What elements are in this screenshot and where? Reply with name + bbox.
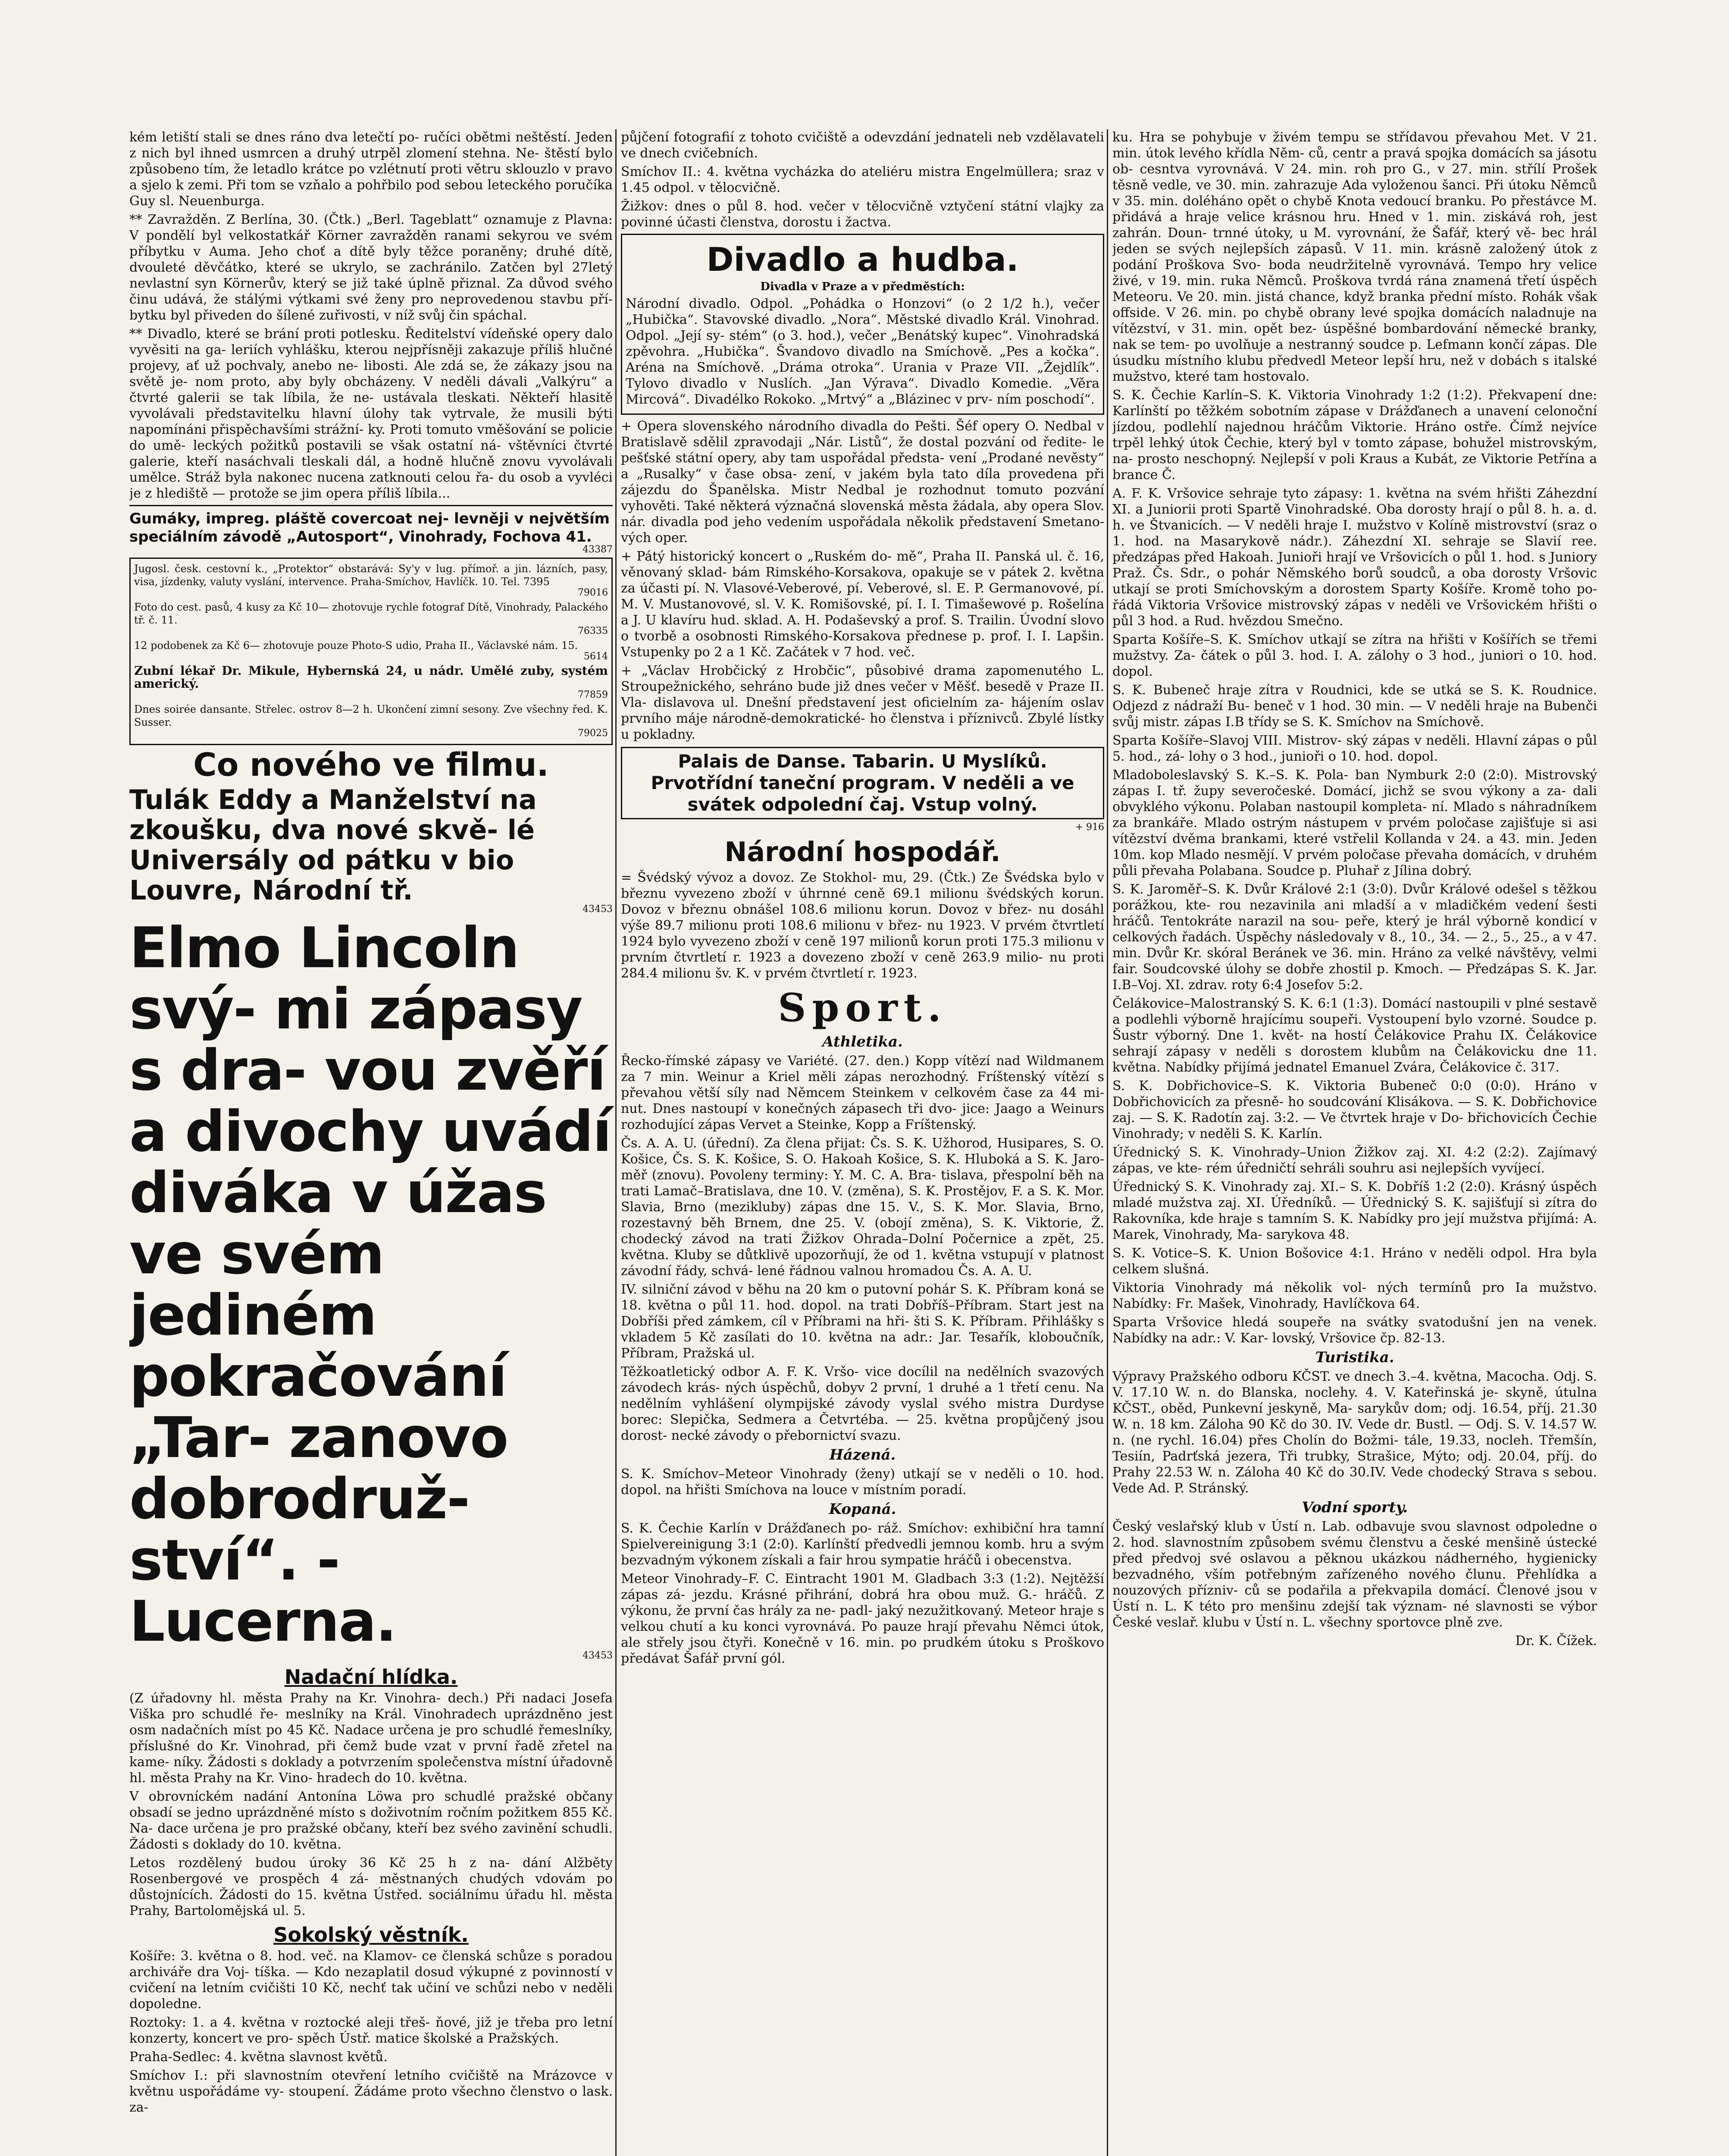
article-meteor-continued: ku. Hra se pohybuje v živém tempu se střídavou převahou Met. V 21. min. útok levého křídla Něm- ců, centr a pravá spojka domácích sa jásotu ob- cesntva vyrovnává. V 24. min. roh pro G., v 27. min. střílí Prošek těsně vedle, ve 30. min. zahrazuje Ada vyloženou šanci. Při útoku Němců v 35. min. doléháno opět o chybě Knota vedoucí branku. Po přestávce M. přidává a hraje velice krásnou hru. Hned v 1. min. ziskává roh, jest zahrán. Doun- trnné útoky, u M. vyrovnání, že Šafář, který vě- bec hrál jeden se svých nejlepších zápasů. V 11. min. krásně založený útok z podání Proškova Svo- boda neudržitelně vyrovnává. Tempo hry velice živé, v 19. min. ruka Němců. Proškova tvrdá rána znamená třetí úspěch Meteoru. Ve 20. min. jistá chance, když branka přední místo. Rohák však offside. V 26. min. po chybě obrany levé spojka domácích naladnuje na vítězství, v 31. min. opět bez- úspěšné bombardování německé branky, nak se tem- po uvolňuje a nestranný soudce p. Lefmann končí zápas. Dle úsudku místního klubu předvedl Meteor lepší hru, než v dobách s italské mužstvo, které tam hostovalo.: [1112, 130, 1597, 384]
article-meteor-gladbach: Meteor Vinohrady–F. C. Eintracht 1901 M. Gladbach 3:3 (1:2). Nejtěžší zápas zá- jezdu. Krásné přihrání, dobrá hra obou muž. G.- hráčů. Z výkonu, že první čas hrály za ne- padl- jaký nezužitkovaný. Meteor hraje s velkou chutí a ku konci vyrovnává. Po pauze hrají převahu Němci útok, ale střely jsou čtyři. Konečně v 16. min. po prudkém útoku s Proškovo předávat Šafář první gól.: [621, 1571, 1104, 1666]
ad-soiree: Dnes soirée dansante. Střelec. ostrov 8—2 h. Ukončení zimní sesony. Zve všechny řed. K. Susser.: [134, 703, 608, 728]
article-sparta-slavoj: Sparta Košíře–Slavoj VIII. Mistrov- ský zápas v neděli. Hlavní zápas o půl 5. hod., zá- lohy o 3 hod., junioři o 10. hod. dopol.: [1112, 733, 1597, 764]
article-hazena: S. K. Smíchov–Meteor Vinohrady (ženy) utkají se v neděli o 10. hod. dopol. na hřišti Smíchova na louce v místním poradí.: [621, 1467, 1104, 1498]
subsection-athletika: Athletika.: [822, 1033, 903, 1050]
article-vienna-opera: ** Divadlo, které se brání proti potlesku. Ředitelství vídeňské opery dalo vyvěsiti na ga- leriích vyhlášku, kterou nejpřísněji zakazuje příliš hlučné projevy, ať už pochvaly, anebo ne- libosti. Ale zdá se, že zákazy jsou na světě je- nom proto, aby byly obcházeny. V neděli dávali „Valkýru“ a čtvrté galerii se tak líbila, že ne- ustávala tleskati. Někteří hlasitě vyvolávali představitelku hlavní úlohy tak vytrvale, že musili býti napomínáni přispěchavšími strážní- ky. Proti tomuto vměšování se policie do umě- leckých požitků postavili se však ostatní ná- vštěvníci čtvrté galerie, kteří nasáchvali tleskali dál, a hodně hlučně znovu vyvolávali umělce. Stráž byla nakonec nucena zatknouti celou řa- du osob a vyvléci je z hlediště — protože se jim opera příliš líbila...: [129, 326, 613, 501]
sokol-continued: půjčení fotografií z tohoto cvičiště a odevzdání jednateli neb vzdělavateli ve dnech cvičebních.: [621, 130, 1104, 161]
ad-ref: 79016: [578, 587, 608, 598]
sokol-zizkov: Žižkov: dnes o půl 8. hod. večer v tělocvičně vztyčení státní vlajky za povinné účasti členstva, dorostu i žactva.: [621, 199, 1104, 230]
article-murder-berlin: ** Zavražděn. Z Berlína, 30. (Čtk.) „Berl. Tageblatt“ oznamuje z Plavna: V pondělí byl velkostatkář Körner zavražděn ranami sekyrou ve svém příbytku v Auma. Jeho choť a dítě byly těžce poraněny; druhé dítě, dvouleté děvčátko, které se ukrylo, se zachránilo. Zatčen byl 27letý nevlastní syn Körnerův, který se již také úplně přiznal. Za důvod svého činu udává, že stálými výtkami své ženy pro neprovedenou stavbu pří- bytku byl přiveden do šílené zuřivosti, v níž svůj čin spáchal.: [129, 212, 613, 323]
article-hrobcicky: + „Václav Hrobčický z Hrobčic“, působivé drama zapomenutého L. Stroupežnického, sehráno bude již dnes večer v Měšť. besedě v Praze II. Vla- dislavova ul. Dnešní představení jest oficielním za- hájením oslav prvního máje národně-demokratické- ho členstva i příznivců. Zbylé lístky u pokladny.: [621, 663, 1104, 742]
subsection-vodni-sporty: Vodní sporty.: [1301, 1499, 1408, 1516]
article-votice: S. K. Votice–S. K. Union Bošovice 4:1. Hráno v neděli odpol. Hra byla celkem slušná.: [1112, 1246, 1597, 1277]
ad-ref: 43453: [583, 1650, 613, 1661]
ad-ref: 79025: [578, 728, 608, 739]
article-bubenec: S. K. Bubeneč hraje zítra v Roudnici, kde se utká se S. K. Roudnice. Odjezd z nádraží Bu- beneč v 1 hod. 30 min. — V neděli hraje na Bubenči svůj mistr. zápas I.B třídy se S. K. Smíchov na Smíchově.: [1112, 683, 1597, 730]
article-nadace-2: V obrovníckém nadání Antonína Löwa pro schudlé pražské občany obsadí se jedno uprázdněné místo s doživotním ročním požitkem 855 Kč. Na- dace určena je pro pražské občany, kteří bez svého zavinění schudli. Žádosti s doklady do 10. května.: [129, 1789, 613, 1852]
subsection-turistika: Turistika.: [1315, 1349, 1394, 1366]
sokol-smichov-2: Smíchov II.: 4. května vycházka do ateliéru mistra Engelmüllera; sraz v 1.45 odpol. v tělocvičně.: [621, 164, 1104, 195]
article-nadace-1: (Z úřadovny hl. města Prahy na Kr. Vinohra- dech.) Při nadaci Josefa Viška pro schudlé ře- meslníky na Král. Vinohradech uprázdněno jest osm nadačních míst po 45 Kč. Nadace určena je pro schudlé řemeslníky, příslušné do Kr. Vinohrad, při čemž bude vzat v první řadě zřetel na kame- níky. Žádosti s doklady a potvrzením společenstva místní úřadovně hl. města Prahy na Kr. Vino- hradech do 10. května.: [129, 1691, 613, 1786]
signature: Dr. K. Čížek.: [1515, 1633, 1597, 1648]
article-viktoria-vinohrady: Viktoria Vinohrady má několik vol- ných termínů pro Ia mužstvo. Nabídky: Fr. Mašek, Vinohrady, Havlíčkova 64.: [1112, 1280, 1597, 1311]
article-wrestling: Řecko-římské zápasy ve Variété. (27. den.) Kopp vítězí nad Wildmanem za 7 min. Weinur a Kriel měli zápas nerozhodný. Fríštenský vítězí s převahou větší síly nad Němcem Steinkem v celkovém čase za 44 mi- nut. Dnes nastoupí v konečných zápasech tři dvo- jice: Jaago a Weinurs rozhodující zápas Vervet a Steinke, Kopp a Fríštenský.: [621, 1053, 1104, 1132]
article-turistika: Výpravy Pražského odboru KČST. ve dnech 3.–4. května, Macocha. Odj. S. V. 17.10 W. n. do Blanska, noclehy. 4. V. Kateřinská je- skyně, útulna KČST., oběd, Punkevní jeskyně, Ma- sarykův dom; odj. 16.54, příj. 21.30 W. n. 18 km. Záloha 90 Kč do 30. IV. Vede dr. Bustl. — Odj. S. V. 14.57 W. n. (ne rychl. 16.04) přes Cholín do Božmi- tále, 19.33, nocleh. Třemšín, Tesiín, Padrťská jezera, Tři trubky, Strašice, Mýto; odj. 20.04, příj. do Prahy 22.53 W. n. Záloha 40 Kč do 30.IV. Vede chodecký Strava s sebou. Vede Ad. P. Stránský.: [1112, 1369, 1597, 1496]
ad-photo-studio: 12 podobenek za Kč 6— zhotovuje pouze Photo-S udio, Praha II., Václavské nám. 15.: [134, 639, 578, 652]
article-jaromer: S. K. Jaroměř–S. K. Dvůr Králové 2:1 (3:0). Dvůr Králové odešel s těžkou porážkou, kte- rou nezavinila ani mladší a v mladičkém vedení šesti hráčů. Tentokráte narazil na sou- peře, který je hrál výborně kondicí v celkových řadách. Úspěchy následovaly v 8., 10., 34. — 2., 5., 25., a v 47. min. Dvůr Kr. skóral Beránek ve 36. min. Hráno za velké návštěvy, velmi fair. Soudcovské úlohy se dobře zhostil p. Kmoch. — Předzápas S. K. Jar. I.B–Voj. XI. zdrav. roty 6:4 Josefov 5:2.: [1112, 882, 1597, 993]
article-mladoboleslav: Mladoboleslavský S. K.–S. K. Pola- ban Nymburk 2:0 (2:0). Mistrovský zápas I. tř. župy severočeské. Domácí, jichž se svou výkony a za- dali obvyklého výkonu. Polaban nastoupil kompleta- ní. Mlado s náhradníkem za brankáře. Mlado ostrým nástupem v prvém poločase zajišťuje si asi vítězství dvěma brankami, které vstřelil Kollanda v 24. a 43. min. Jeden 10m. kop Mlado nesmějí. V prvém poločase převaha domácích, v druhém půli převaha Polabana. Soudce p. Pluhař z Jílina dobrý.: [1112, 768, 1597, 878]
ad-protektor: Jugosl. česk. cestovní k., „Protektor“ obstarává: Sy'y v lug. přímoř. a jin. lázních, pasy, visa, jízdenky, valuty vyslání, intervence. Praha-Smíchov, Havlíčk. 10. Tel. 7395: [134, 563, 608, 588]
newspaper-page: [129, 129, 1600, 2156]
ad-ref: 43387: [583, 544, 613, 555]
article-sparta-kosire-smichov: Sparta Košíře–S. K. Smíchov utkají se zítra na hřišti v Košířích se třemi mužstvy. Za- čátek o půl 3. hod. I. A. zálohy o 3 hod., juniori o 10. hod. dopol.: [1112, 632, 1597, 679]
section-divadlo-a-hudba: Divadlo a hudba.: [706, 240, 1019, 279]
subsection-kopana: Kopaná.: [829, 1501, 896, 1518]
article-airfield-accident: kém letiští stali se dnes ráno dva letečtí po- ručíci obětmi neštěstí. Jeden z nich byl ihned usmrcen a druhý utrpěl zlomení stehna. Ne- štěstí bylo způsobeno tím, že letadlo krátce po vzlétnutí proti větru sklouzlo v pravo a sjelo k zemi. Při tom se vzňalo a pohřbilo pod sebou leteckého poručíka Guy sl. Neuenburga.: [129, 130, 613, 209]
column-3: [1112, 129, 1600, 2156]
article-celakovice: Čelákovice–Malostranský S. K. 6:1 (1:3). Domácí nastoupili v plné sestavě a podlehli výborně hrajícímu soupeři. Vystoupení bylo vzorné. Soudce p. Šustr výborný. Dne 1. květ- na hostí Čelákovice Prahu IX. Čelákovice sehrají zápasy v neděli s dorostem klubům na Čelákovicku dne 11. května. Nabídky přijímá jednatel Emanuel Zvára, Čelákovice č. 317.: [1112, 996, 1597, 1075]
ad-dentist: Zubní lékař Dr. Mikule, Hybernská 24, u nádr. Umělé zuby, systém americký.: [134, 664, 608, 691]
article-cechie-viktoria: S. K. Čechie Karlín–S. K. Viktoria Vinohrady 1:2 (1:2). Překvapení dne: Karlínští po těžkém sobotním zápase v Drážďanech a unavení celonoční jízdou, podlehlí najednou hráčům Viktorie. Hráno ostře. Čímž nejvíce trpěl lehký útok Čechie, který byl v tomto zápase, bohužel mistrovským, na- prosto neschopný. Nejlepší v poli Kraus a Kubát, ze Viktorie Petřína a brance Č.: [1112, 388, 1597, 483]
section-sokolsky-vestnik: Sokolský věstník.: [273, 1923, 469, 1946]
column-2: [621, 129, 1108, 2156]
ad-passport-photo: Foto do cest. pasů, 4 kusy za Kč 10— zhotovuje rychle fotograf Dítě, Vinohrady, Palackého tř. č. 11.: [134, 601, 608, 626]
film-ad-lucerna: Elmo Lincoln svý- mi zápasy s dra- vou zvěří a divochy uvádí diváka v úžas ve svém jediném pokračování „Tar- zanovo dobrodruž- ství“. - Lucerna.: [129, 915, 611, 1654]
article-afk-vrsovice: A. F. K. Vršovice sehraje tyto zápasy: 1. května na svém hřišti Záhezdní XI. a Juniorii proti Spartě Vinohradské. Oba dorosty hrají o půl 8. h. a. d. h. ve Štvanicích. — V neděli hraje I. mužstvo v Kolíně mistrovství (sraz o 1. hod. na Masarykově nádr.). Záhezdní XI. sehraje se Slavií ree. předzápas před Hakoah. Junioři hrají ve Vršovicích o půl 1. hod. s Juniory Praž. Čs. Sdr., o pohár Němského borů soudců, a oba dorosty Vršovic utkají se proti Smíchovským a dorostem Sparty Košíře. Kromě toho po- řádá Viktoria Vršovice mistrovský zápas v neděli ve Vršovickém hřišti o půl 3 hod. a Rud. hvězdou Smečno.: [1112, 486, 1597, 629]
ad-autosport: Gumáky, impreg. pláště covercoat nej- levněji v největším speciálním závodě „Autosport“, Vinohrady, Fochova 41.: [129, 510, 610, 545]
ad-ref: 5614: [584, 651, 608, 662]
ad-palais-de-danse: Palais de Danse. Tabarin. U Myslíků. Prvotřídní taneční program. V neděli a ve svátek odpolední čaj. Vstup volný.: [621, 747, 1104, 819]
article-heavy-athletics: Těžkoatletický odbor A. F. K. Vršo- vice docílil na nedělních svazových závodech krás- ných úspěchů, dobyv 2 první, 1 druhé a 1 třetí cenu. Na nedělním vyhlášení olympijské závody vyslal svého mistra Durdyse borec: Slepička, Sedmera a Četvrtéba. — 25. května propůjčený jsou dorost- necké závody o přebornictví svazu.: [621, 1364, 1104, 1443]
article-swedish-trade: = Švédský vývoz a dovoz. Ze Stokhol- mu, 29. (Čtk.) Ze Švédska bylo v březnu vyvezeno zboží v úhrnné ceně 69.1 milionu švédských korun. Dovoz v březnu obnášel 108.6 milionu korun. Dovoz v břez- nu dosáhl výše 89.7 milionu proti 108.6 milionu v břez- nu 1923. V prvém čtvrtletí 1924 bylo vyvezeno zboží v ceně 197 milionů korun proti 175.3 milionu v prvním čtvrtletí r. 1923 a dovezeno zboží v ceně 263.9 milio- nu proti 284.4 milionu šv. K. v prvém čtvrtletí r. 1923.: [621, 870, 1104, 981]
subsection-hazena: Házená.: [829, 1446, 896, 1463]
sokol-sedlec: Praha-Sedlec: 4. května slavnost květů.: [129, 2049, 388, 2065]
ad-box-classifieds: [129, 558, 613, 745]
article-cechie-dresden: S. K. Čechie Karlín v Drážďanech po- ráž. Smíchov: exhibiční hra tamní Spielvereinigung 3:1 (2:0). Karlínští předvedli jemnou komb. hru a svým bezvadným výkonem získali a fair hrou sympatie hráčů i obecenstva.: [621, 1521, 1104, 1568]
ad-ref: 43453: [583, 904, 613, 915]
film-ad-louvre: Tulák Eddy a Manželství na zkoušku, dva nové skvě- lé Universály od pátku v bio Louvre, Národní tř.: [129, 784, 537, 906]
theatre-listing: Národní divadlo. Odpol. „Pohádka o Honzovi“ (o 2 1/2 h.), večer „Hubička“. Stavovské divadlo. „Nora“. Městské divadlo Král. Vinohrad. Odpol. „Její sy- stém“ (o 3. hod.), večer „Benátský kupec“. Vinohradská zpěvohra. „Hubička“. Švandovo divadlo na Smíchově. „Pes a kočka“. Aréna na Smíchově. „Dráma otroka“. Urania v Praze VII. „Žejdlík“. Tylovo divadlo v Nuslích. „Jan Výrava“. Divadlo Komedie. „Věra Mircová“. Divadélko Rokoko. „Mrtvý“ a „Blázinec v prv- ním poschodí“.: [626, 296, 1099, 407]
article-historical-concert: + Pátý historický koncert o „Ruském do- mě“, Praha II. Panská ul. č. 16, věnovaný sklad- bám Rimského-Korsakova, opakuje se v pátek 2. května za účasti pí. N. Vlasové-Veberové, pí. Veberové, sl. E. P. Germanovové, pí. M. V. Mustanovové, sl. V. K. Romišovské, pí. I. I. Timašewové p. Rošelína a J. U klavíru hud. sklad. A. H. Podaševský a prof. S. Trailin. Úvodní slovo o tvorbě a osobnosti Rimského-Korsakova přednese p. prof. I. I. Lapšin. Vstupenky po 2 a 1 Kč. Začátek v 7 hod. več.: [621, 549, 1104, 660]
article-nadace-3: Letos rozdělený budou úroky 36 Kč 25 h z na- dání Alžběty Rosenbergové ve prospěch 4 zá- městnaných chudých vdovám po důstojnících. Žádosti do 15. května Ústřed. sociálnímu úřadu hl. města Prahy, Bartolomějská ul. 5.: [129, 1855, 613, 1918]
section-sport: Sport.: [778, 985, 947, 1031]
ad-ref: 76335: [578, 626, 608, 636]
theatre-subtitle: Divadla v Praze a v předměstích:: [760, 280, 965, 293]
article-urednicky-union: Úřednický S. K. Vinohrady–Union Žižkov zaj. XI. 4:2 (2:2). Zajímavý zápas, ve kte- rém úředničtí sehráli souhru asi nejlepších vyvíjecí.: [1112, 1145, 1597, 1176]
ad-ref: + 916: [1075, 822, 1104, 833]
ad-ref: 77859: [578, 689, 608, 700]
article-vodni-sporty: Český veslařský klub v Ústí n. Lab. odbavuje svou slavnost odpoledne o 2. hod. slavnostním způsobem svému členstvu a české menšině ústecké před předvoj své oslavou a pěknou ukázkou nádherného, hygienicky bezvadného, vším potřebným zařízeného nového člunu. Přehlídka a nouzových přízniv- ců se podařila a překvapila domácí. Členové jsou v Ústí n. L. K této pro menšinu zdejší tak význam- né slavnosti se výbor České veslař. klubu v Ústí n. L. všechny sportovce plně zve.: [1112, 1519, 1597, 1630]
article-dobrichovice: S. K. Dobřichovice–S. K. Viktoria Bubeneč 0:0 (0:0). Hráno v Dobřichovicích za přesně- ho soudcování Klisákova. — S. K. Dobřichovice zaj. — S. K. Radotín zaj. 3:2. — Ve čtvrtek hraje v Do- břichovicích Čechie Vinohrady; v neděli S. K. Karlín.: [1112, 1078, 1597, 1141]
theatre-box: [621, 234, 1104, 415]
divider: [129, 505, 613, 506]
article-sparta-vrsovice: Sparta Vršovice hledá soupeře na svátky svatodušní jen na venek. Nabídky na adr.: V. Kar- lovský, Vršovice čp. 82-13.: [1112, 1315, 1597, 1346]
article-csaau: Čs. A. A. U. (úřední). Za člena přijat: Čs. S. K. Užhorod, Husipares, S. O. Košice, Čs. S. K. Košice, S. O. Hakoah Košice, S. K. Hluboká a S. K. Jaro- měř (znovu). Povoleny terminy: Y. M. C. A. Bra- tislava, přespolní běh na trati Lamač–Bratislava, dne 10. V. (změna), S. K. Prostějov, F. a S. K. Mor. Slavia, Brno (mezikluby) zápas dne 15. V., S. K. Mor. Slavia, Brno, rozestavný běh Brnem, dne 25. V. (obojí změna), S. K. Viktorie, Ž. chodecký závod na trati Žižkov Ohrada–Dolní Počernice a zpět, 25. května. Kluby se důtklivě upozorňují, že od 1. května vstupují v platnost závodní řády, schvá- lené řádnou valnou hromadou Čs. A. A. U.: [621, 1136, 1104, 1279]
section-nadacni-hlidka: Nadační hlídka.: [284, 1665, 458, 1689]
article-road-race: IV. silniční závod v běhu na 20 km o putovní pohár S. K. Příbram koná se 18. května o půl 11. hod. dopol. na trati Dobříš–Příbram. Start jest na Dobříši před zámkem, cíl v Příbrami na hři- šti S. K. Příbram. Přihlášky s vkladem 5 Kč zasílati do 10. května na adr.: Jar. Tesařík, kloboučník, Příbram, Pražská ul.: [621, 1282, 1104, 1361]
article-urednicky-dobris: Úřednický S. K. Vinohrady zaj. XI.– S. K. Dobříš 1:2 (2:0). Krásný úspěch mladé mužstva zaj. XI. Úředníků. — Úřednický S. K. sajišťují si zítra do Rakovníka, kde hraje s tamním S. K. Nabídky pro její mužstva přijímá: A. Marek, Vinohrady, Ma- sarykova 48.: [1112, 1179, 1597, 1242]
film-section-title: Co nového ve filmu.: [193, 746, 549, 783]
column-1: [129, 129, 617, 2156]
sokol-roztoky: Roztoky: 1. a 4. května v roztocké aleji třeš- ňové, již je třeba pro letní konzerty, koncert ve pro- spěch Ústř. matice školské a Pražských.: [129, 2015, 613, 2046]
sokol-smichov: Smíchov I.: při slavnostním otevření letního cvičiště na Mrázovce v květnu uspořádáme vy- stoupení. Žádáme proto všechno členstvo o lask. za-: [129, 2068, 613, 2115]
section-narodni-hospodar: Národní hospodář.: [724, 836, 1001, 868]
article-opera-pest: + Opera slovenského národního divadla do Pešti. Šéf opery O. Nedbal v Bratislavě sdělil zpravodaji „Nár. Listů“, že dostal pozvání od ředite- le pešťské státní opery, aby tam uspořádal předsta- vení „Prodané nevěsty“ a „Rusalky“ v čase obsa- zení, v jakém byla tato díla provedena při zájezdu do Španělska. Mistr Nedbal je rozhodnut tomuto pozvání vyhověti. Také některá význačná slovenská města žádala, aby opera Slov. nár. divadla pod jeho vedením uspořádala několik představení Smetano- vých oper.: [621, 419, 1104, 545]
sokol-kosire: Košíře: 3. května o 8. hod. več. na Klamov- ce členská schůze s poradou archiváře dra Voj- tíška. — Kdo nezaplatil dosud výkupné z povinností v cvičení na letním cvičišti 10 Kč, nechť tak učiní ve schůzi nebo v neděli dopoledne.: [129, 1949, 613, 2012]
